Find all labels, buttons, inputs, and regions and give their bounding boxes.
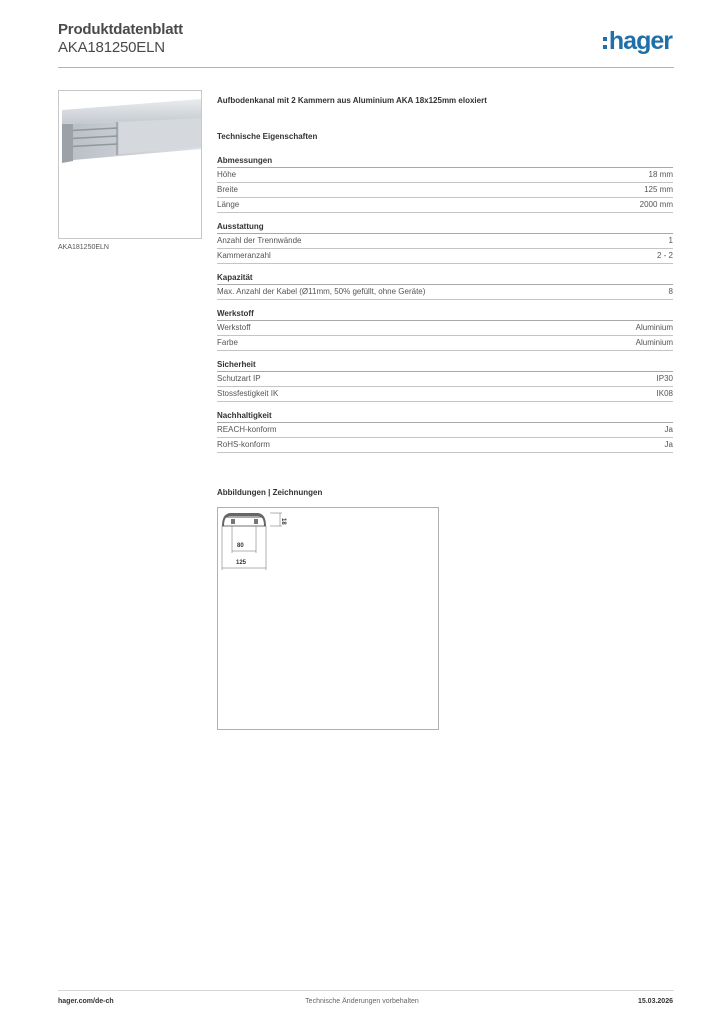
property-label: Länge: [217, 200, 240, 209]
property-row: [217, 183, 673, 198]
property-value: 2 - 2: [656, 251, 673, 260]
property-row: [217, 372, 673, 387]
property-value: Aluminium: [635, 323, 673, 332]
section-title: Sicherheit: [217, 359, 673, 372]
property-row: [217, 321, 673, 336]
property-row: [217, 336, 673, 351]
property-label: Anzahl der Trennwände: [217, 236, 302, 245]
width-dimension-label: 125: [236, 560, 247, 566]
section-nachhaltigkeit: [217, 410, 673, 453]
property-row: [217, 423, 673, 438]
property-value: 2000 mm: [639, 200, 673, 209]
logo-dots-icon: [603, 37, 607, 50]
property-label: RoHS-konform: [217, 440, 270, 449]
property-row: [217, 249, 673, 264]
property-label: Höhe: [217, 170, 237, 179]
hager-logo: [609, 29, 672, 54]
figures-title: Abbildungen | Zeichnungen: [217, 488, 323, 497]
section-title: Ausstattung: [217, 221, 673, 234]
property-value: Ja: [664, 425, 673, 434]
section-title: Abmessungen: [217, 155, 673, 168]
property-value: 125 mm: [644, 185, 673, 194]
property-label: Stossfestigkeit IK: [217, 389, 279, 398]
property-label: REACH-konform: [217, 425, 277, 434]
product-image-caption: AKA181250ELN: [58, 244, 109, 251]
technical-drawing: [217, 507, 439, 730]
section-title: Nachhaltigkeit: [217, 410, 673, 423]
section-ausstattung: [217, 221, 673, 264]
section-title: Kapazität: [217, 272, 673, 285]
property-value: IP30: [656, 374, 673, 383]
product-image: [58, 90, 202, 239]
property-label: Werkstoff: [217, 323, 251, 332]
footer-divider: [58, 990, 674, 991]
property-value: Ja: [664, 440, 673, 449]
property-label: Breite: [217, 185, 238, 194]
property-label: Max. Anzahl der Kabel (Ø11mm, 50% gefüllt, ohne Geräte): [217, 287, 426, 296]
property-row: [217, 234, 673, 249]
footer-website-link[interactable]: hager.com/de-ch: [58, 998, 114, 1005]
document-subtitle: AKA181250ELN: [58, 39, 165, 56]
property-row: [217, 387, 673, 402]
property-value: IK08: [656, 389, 673, 398]
property-row: [217, 438, 673, 453]
property-row: [217, 198, 673, 213]
section-abmessungen: [217, 155, 673, 213]
document-title: Produktdatenblatt: [58, 21, 183, 38]
property-value: Aluminium: [635, 338, 673, 347]
dimension-drawing: [218, 508, 438, 729]
section-werkstoff: [217, 308, 673, 351]
technical-properties-title: Technische Eigenschaften: [217, 132, 318, 141]
logo-text: hager: [608, 27, 672, 55]
footer-disclaimer: Technische Änderungen vorbehalten: [305, 998, 419, 1005]
property-row: [217, 168, 673, 183]
inner-width-dimension-label: 80: [237, 543, 244, 549]
page-header: [58, 20, 674, 68]
property-value: 18 mm: [648, 170, 673, 179]
property-label: Farbe: [217, 338, 238, 347]
property-value: 1: [668, 236, 673, 245]
property-label: Schutzart IP: [217, 374, 261, 383]
properties-panel: [217, 95, 673, 453]
product-description: Aufbodenkanal mit 2 Kammern aus Aluminium AKA 18x125mm eloxiert: [217, 96, 487, 105]
cable-duct-image: [59, 91, 201, 238]
property-value: 8: [668, 287, 673, 296]
property-label: Kammeranzahl: [217, 251, 271, 260]
property-row: [217, 285, 673, 300]
section-sicherheit: [217, 359, 673, 402]
section-kapazität: [217, 272, 673, 300]
properties-sections: [217, 155, 673, 453]
height-dimension-label: 18: [280, 518, 286, 525]
footer-date: 15.03.2026: [637, 998, 673, 1005]
section-title: Werkstoff: [217, 308, 673, 321]
